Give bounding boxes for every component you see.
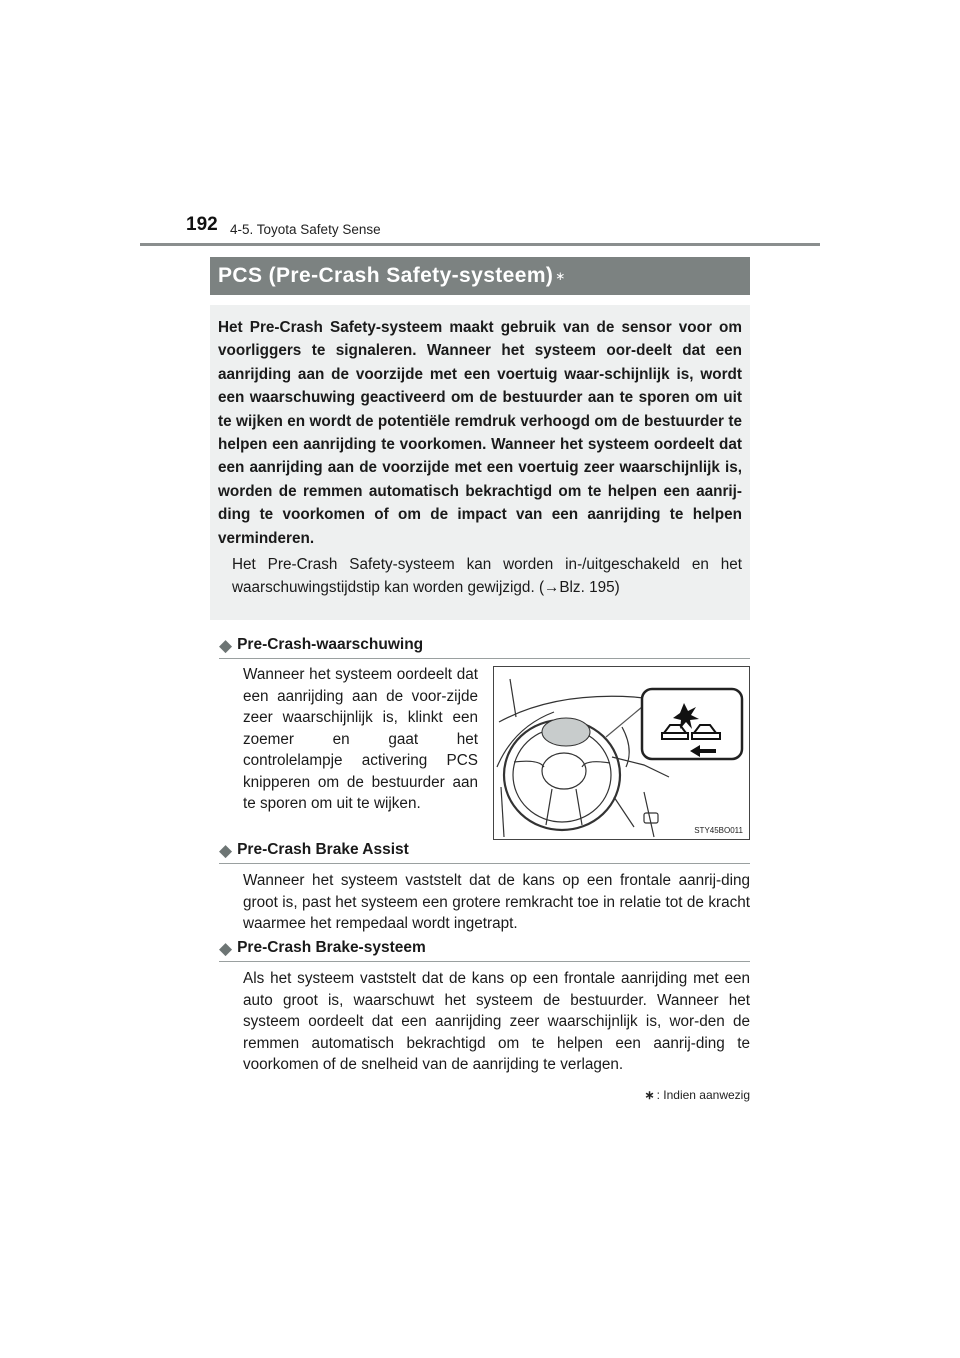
section-title-footnote-mark: ∗ [555,269,566,283]
dashboard-illustration [493,666,750,840]
subsection-heading-brake-assist [219,837,750,864]
page-number: 192 [186,214,218,235]
diamond-bullet-icon: ◆ [219,635,233,655]
intro-text: Het Pre-Crash Safety-systeem maakt gebruik van de sensor voor om voorliggers te signaleren. Wanneer het systeem oor-deelt dat een aanrijding aan de voorzijde met een voertuig waar-schijnlijk is, wordt een waarschuwing geactiveerd om de bestuurder aan te sporen om uit te wijken en wordt de potentiële remdruk verhoogd om de bestuurder te helpen een aanrijding te voorkomen. Wanneer het systeem oordeelt dat een aanrijding aan de voorzijde met een voertuig zeer waarschijnlijk is, worden de remmen automatisch bekrachtigd om te helpen een aanrij-ding te voorkomen of om de impact van een aanrijding te helpen verminderen. [218,319,742,547]
subsection-text: Als het systeem vaststelt dat de kans op een frontale aanrijding met een auto groot is, waarschuwt het systeem de bestuurder. Wanneer het systeem oordeelt dat een aanrijding zeer waarschijnlijk is, wor-den de remmen automatisch bekrachtigd om te helpen een aanrij-ding te voorkomen of de snelheid van de aanrijding te verlagen. [243,970,750,1073]
intro-box [210,305,750,620]
header-divider [140,243,820,246]
chapter-title: 4-5. Toyota Safety Sense [230,222,381,237]
diamond-bullet-icon: ◆ [219,938,233,958]
subsection-text: Wanneer het systeem vaststelt dat de kans op een frontale aanrij-ding groot is, past het systeem een grotere remkracht toe in relatie tot de kracht waarmee het rempedaal wordt ingetrapt. [243,872,750,932]
footnote [600,1088,750,1102]
figure-code: STY45BO011 [694,826,743,835]
subsection-title: Pre-Crash Brake-systeem [237,939,426,956]
intro-note: Het Pre-Crash Safety-systeem kan worden in-/uitgeschakeld en het waarschuwingstijdstip kan worden gewijzigd. (→Blz. 195) [232,556,742,596]
subsection-title: Pre-Crash-waarschuwing [237,636,424,653]
section-title: PCS (Pre-Crash Safety-systeem) [218,264,554,287]
footnote-text: : Indien aanwezig [656,1088,750,1102]
subsection-title: Pre-Crash Brake Assist [237,841,409,858]
subsection-heading-brake-system [219,935,750,962]
steering-wheel-drawing [494,667,750,840]
diamond-bullet-icon: ◆ [219,840,233,860]
footnote-mark: ∗ [644,1088,655,1102]
page-header [0,0,960,250]
subsection-text: Wanneer het systeem oordeelt dat een aanrijding aan de voor-zijde zeer waarschijnlijk is, klinkt een zoemer en gaat het controlelampje activering PCS knipperen om de bestuurder aan te sporen om uit te wijken. [243,666,478,812]
subsection-heading-warning [219,632,750,659]
section-title-bar [210,257,750,295]
